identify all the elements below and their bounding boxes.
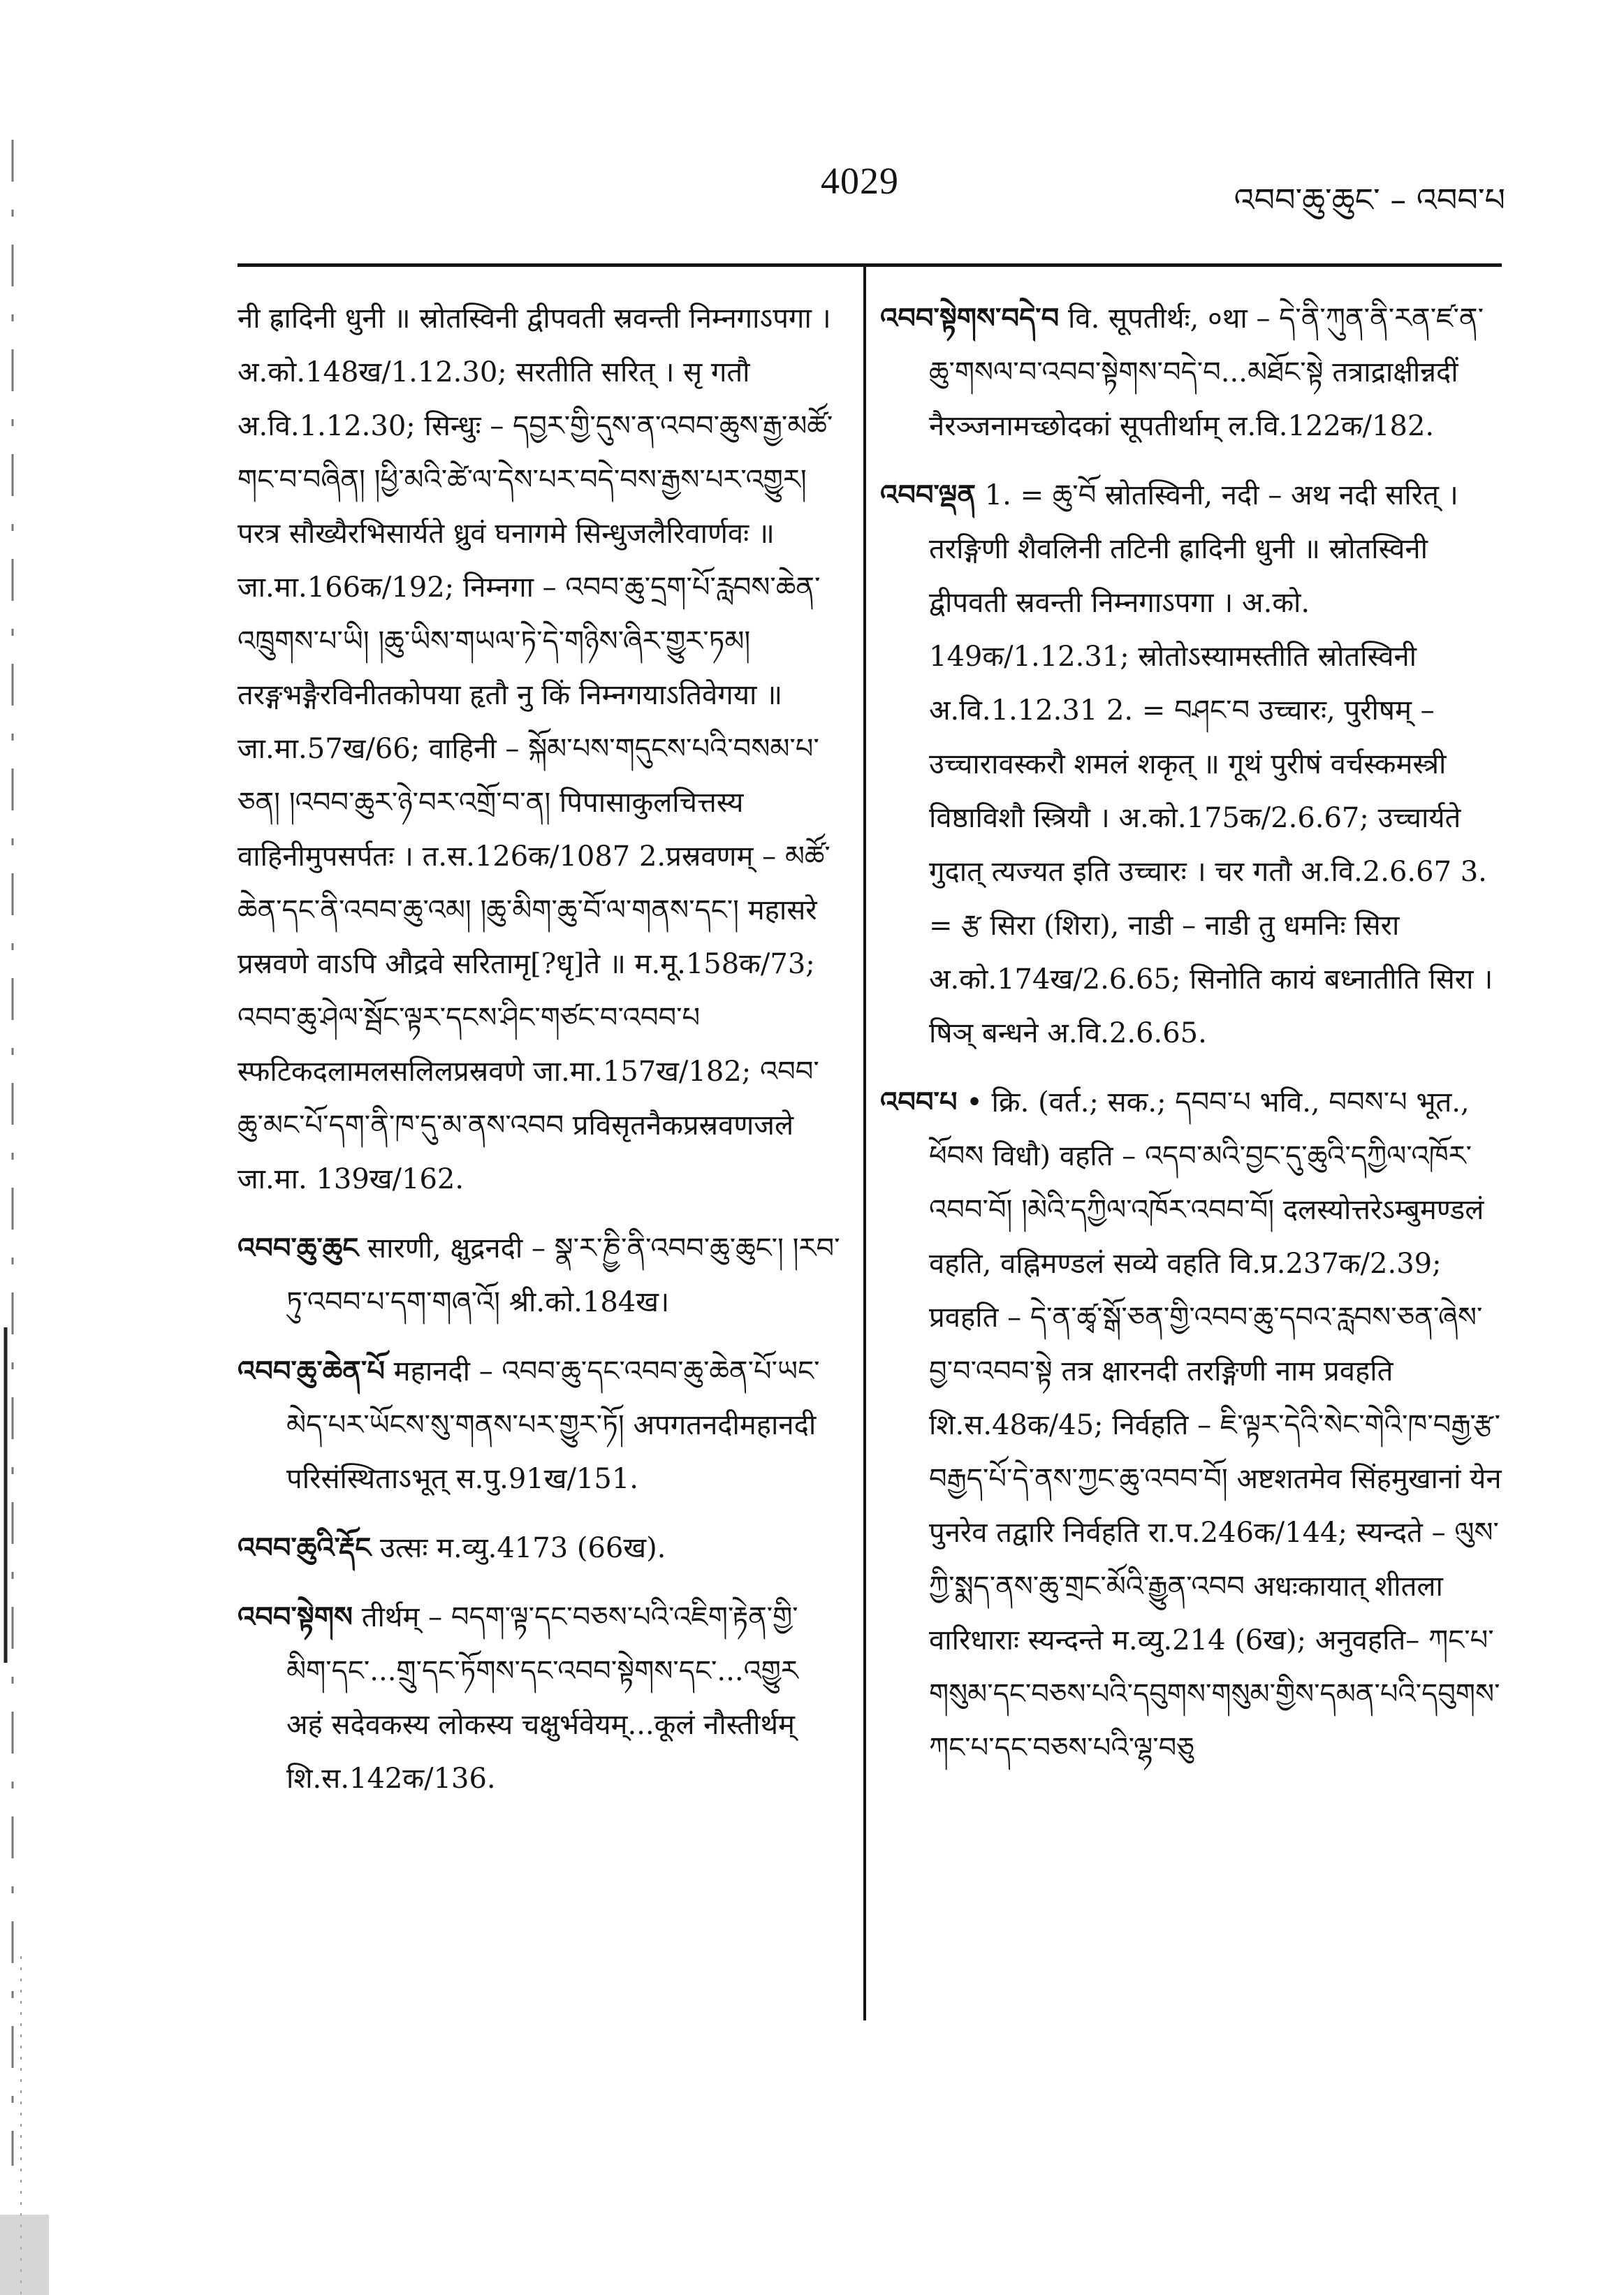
dictionary-entry	[237, 1522, 842, 1575]
entry-text: महानदी – འབབ་ཆུ་དང་འབབ་ཆུ་ཆེན་པོ་ཡང་མེད་པར་ཡོངས་སུ་གནས་པར་གྱུར་ཏོ། अपगतनदीमहानदी परिसंस्थिताऽभूत् स.पु.91ख/151.	[286, 1355, 820, 1495]
dictionary-entry	[880, 292, 1502, 453]
dictionary-entry	[237, 1222, 842, 1329]
entry-text: उत्सः म.व्यु.4173 (66ख).	[371, 1532, 666, 1564]
entry-headword: འབབ་ལྡན	[880, 479, 976, 511]
right-column	[880, 292, 1502, 1791]
dictionary-entry	[237, 1591, 842, 1806]
dictionary-entry-continued	[237, 292, 842, 1207]
page-number: 4029	[821, 160, 899, 202]
entry-headword: འབབ་ཆུ་ཆུང	[237, 1232, 359, 1265]
dictionary-entry	[880, 1076, 1502, 1775]
entry-text: नी ह्रादिनी धुनी ॥ स्रोतस्विनी द्वीपवती स्रवन्ती निम्नगाऽपगा । अ.को.148ख/1.12.30; सरतीति सरित् । सृ गतौ अ.वि.1.12.30; सिन्धुः – དབྱར་གྱི་དུས་ན་འབབ་ཆུས་རྒྱ་མཚོ་གང་བ་བཞིན། །ཕྱི་མའི་ཚེ་ལ་དེས་པར་བདེ་བས་རྒྱས་པར་འགྱུར། परत्र सौख्यैरभिसार्यते ध्रुवं घनागमे सिन्धुजलैरिवार्णवः ॥ जा.मा.166क/192; निम्नगा – འབབ་ཆུ་དྲག་པོ་རླབས་ཆེན་འཁྲུགས་པ་ཡི། །ཆུ་ཡིས་གཡལ་ཏེ་དེ་གཉིས་ཞིར་གྱུར་ཏམ། तरङ्गभङ्गैरविनीतकोपया हृतौ नु किं निम्नगयाऽतिवेगया ॥ जा.मा.57ख/66; वाहिनी – སྐོམ་པས་གདུངས་པའི་བསམ་པ་ཅན། །འབབ་ཆུར་ཉེ་བར་འགྲོ་བ་ན། पिपासाकुलचित्तस्य वाहिनीमुपसर्पतः । त.स.126क/1087 2.प्रस्रवणम् – མཚོ་ཆེན་དང་ནི་འབབ་ཆུ་འམ། །ཆུ་མིག་ཆུ་བོ་ལ་གནས་དང་། महासरे प्रस्रवणे वाऽपि औद्रवे सरितामृ[?धृ]ते ॥ म.मू.158क/73; འབབ་ཆུ་ཤེལ་སྦོང་ལྟར་དངས་ཤིང་གཙང་བ་འབབ་པ स्फटिकदलामलसलिलप्रस्रवणे जा.मा.157ख/182; འབབ་ཆུ་མང་པོ་དག་ནི་ཁ་དུ་མ་ནས་འབབ प्रविसृतनैकप्रस्रवणजले जा.मा. 139ख/162.	[237, 303, 833, 1195]
column-divider	[863, 267, 866, 2020]
entry-headword: འབབ་ཆུ་ཆེན་པོ	[237, 1355, 385, 1387]
entry-headword: འབབ་སྟེགས	[237, 1601, 353, 1633]
entry-text: 1. = ཆུ་བོ स्रोतस्विनी, नदी – अथ नदी सरित् । तरङ्गिणी शैवलिनी तटिनी ह्रादिनी धुनी ॥ स्रोतस्विनी द्वीपवती स्रवन्ती निम्नगाऽपगा । अ.को. 149क/1.12.31; स्रोतोऽस्यामस्तीति स्रोतस्विनी अ.वि.1.12.31 2. = བཤང་བ उच्चारः, पुरीषम् – उच्चारावस्करौ शमलं शकृत् ॥ गूथं पुरीषं वर्चस्कमस्त्री विष्ठाविशौ स्त्रियौ । अ.को.175क/2.6.67; उच्चार्यते गुदात् त्यज्यत इति उच्चारः । चर गतौ अ.वि.2.6.67 3. = རྩ सिरा (शिरा), नाडी – नाडी तु धमनिः सिरा अ.को.174ख/2.6.65; सिनोति कायं बध्नातीति सिरा । षिञ् बन्धने अ.वि.2.6.65.	[929, 479, 1493, 1049]
entry-text: वि. सूपतीर्थः, ०था – དེ་ནི་ཀུན་ནི་རན་ཛ་ན་ཆུ་གསལ་བ་འབབ་སྟེགས་བདེ་བ...མཐོང་སྟེ तत्राद्राक्षीन्नदीं नैरञ्जनामच्छोदकां सूपतीर्थाम् ल.वि.122क/182.	[929, 303, 1484, 442]
left-column	[237, 292, 842, 1821]
entry-headword: འབབ་ཆུའི་རྡོང	[237, 1532, 372, 1564]
running-head: འབབ་ཆུ་ཆུང་ – འབབ་པ	[1234, 181, 1505, 219]
entry-headword: འབབ་པ	[880, 1086, 958, 1119]
entry-text: तीर्थम् – བདག་ལྟ་དང་བཅས་པའི་འཇིག་རྟེན་གྱི་མིག་དང་...གྲུ་དང་ཏོགས་དང་འབབ་སྟེགས་དང་...འགྱུར अहं सदेवकस्य लोकस्य चक्षुर्भवेयम्...कूलं नौस्तीर्थम् शि.स.142क/136.	[286, 1601, 798, 1795]
dictionary-entry	[237, 1345, 842, 1506]
dictionary-entry	[880, 469, 1502, 1061]
entry-headword: འབབ་སྟེགས་བདེ་བ	[880, 303, 1060, 335]
entry-text: सारणी, क्षुद्रनदी – སྣ་ར་ཎྱི་ནི་འབབ་ཆུ་ཆུང་། །རབ་ཏུ་འབབ་པ་དག་གཞ་འོ། श्री.को.184ख।	[286, 1232, 840, 1318]
scan-edge-artifact	[0, 0, 49, 2295]
header-rule	[237, 263, 1502, 267]
entry-text: • क्रि. (वर्त.; सक.; དབབ་པ भवि., བབས་པ भूत., ཕོབས विधौ) वहति – འདབ་མའི་བྱང་དུ་ཆུའི་དཀྱིལ་འཁོར་འབབ་བོ། །མེའི་དཀྱིལ་འཁོར་འབབ་བོ། दलस्योत्तरेऽम्बुमण्डलं वहति, वह्निमण्डलं सव्ये वहति वि.प्र.237क/2.39; प्रवहति – དེ་ན་ཚྭ་སྒོ་ཅན་གྱི་འབབ་ཆུ་དབའ་རླབས་ཅན་ཞེས་བྱ་བ་འབབ་སྟེ तत्र क्षारनदी तरङ्गिणी नाम प्रवहति शि.स.48क/45; निर्वहति – ཇི་ལྟར་དེའི་སེང་གེའི་ཁ་བརྒྱ་རྩ་བརྒྱད་པོ་དེ་ནས་ཀྱང་ཆུ་འབབ་བོ། अष्टशतमेव सिंहमुखानां येन पुनरेव तद्वारि निर्वहति रा.प.246क/144; स्यन्दते – ལུས་ཀྱི་སྨད་ནས་ཆུ་གྲང་མོའི་རྒྱུན་འབབ अधःकायात् शीतला वारिधाराः स्यन्दन्ते म.व्यु.214 (6ख); अनुवहति– ཀང་པ་གསུམ་དང་བཅས་པའི་དབུགས་གསུམ་གྱིས་དམན་པའི་དབུགས་ཀང་པ་དང་བཅས་པའི་ལྷ་བཅུ	[929, 1086, 1502, 1764]
